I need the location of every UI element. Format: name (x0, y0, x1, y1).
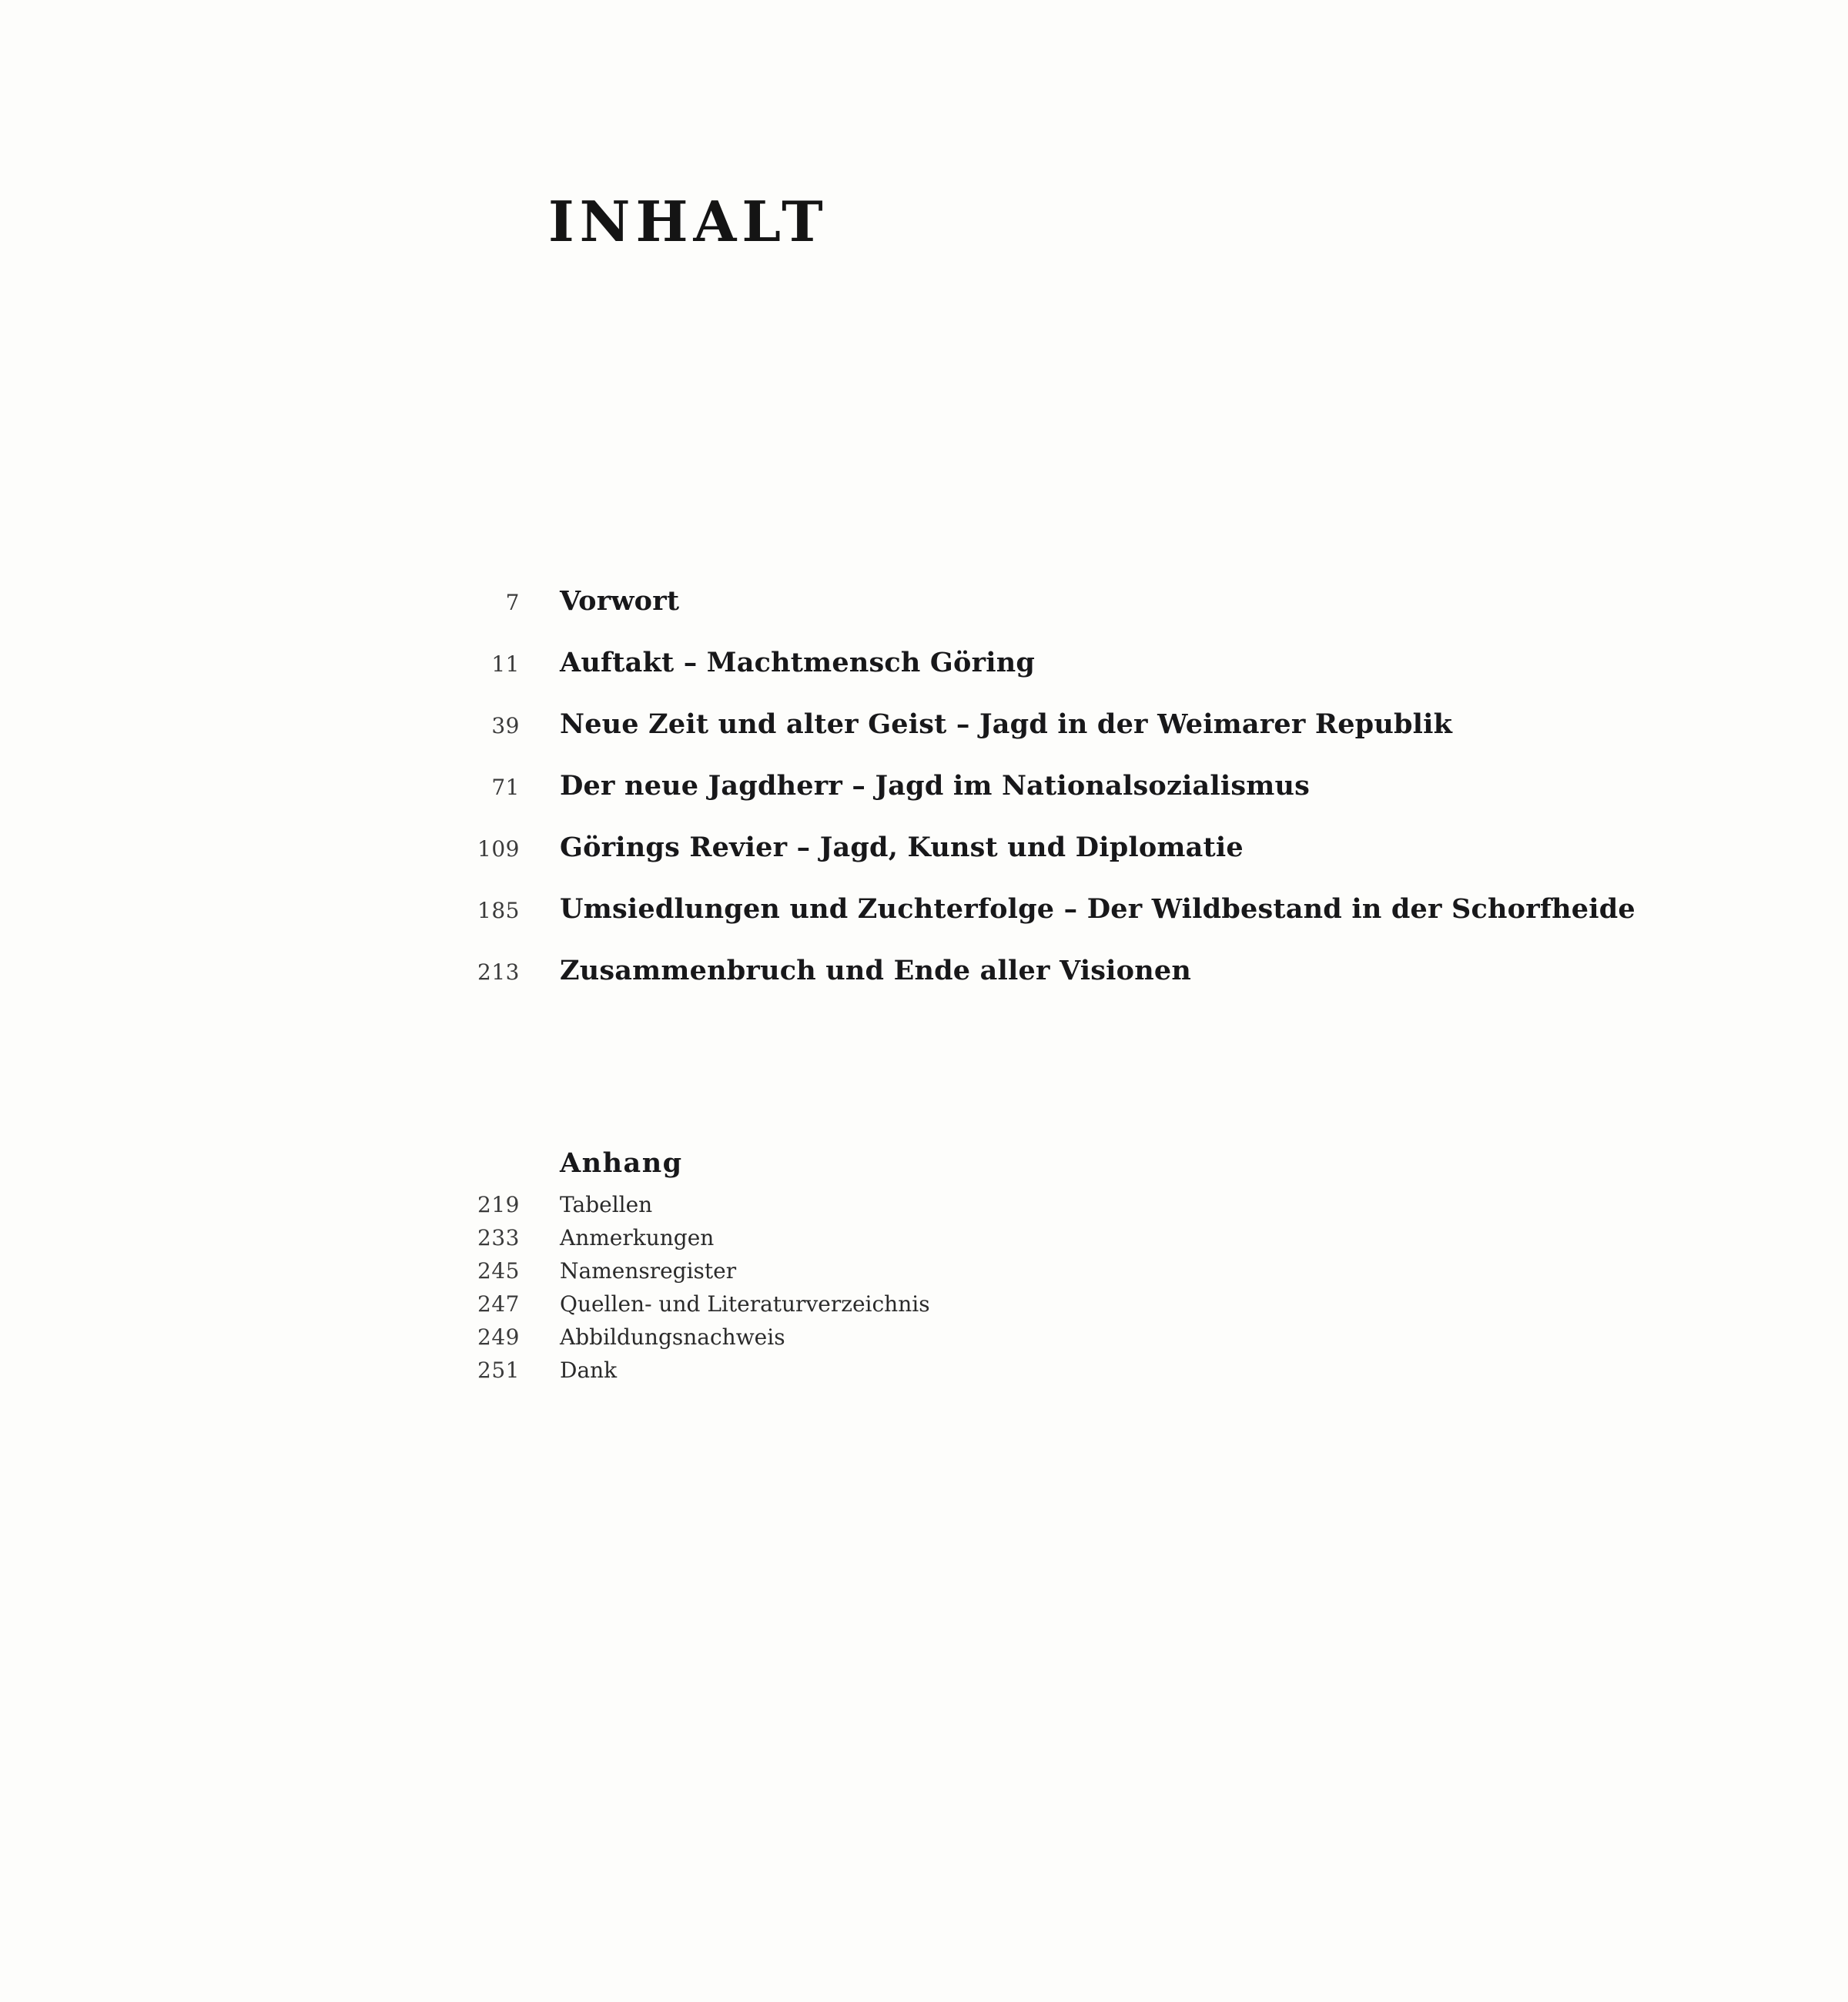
appendix-entry-title: Dank (560, 1358, 618, 1383)
toc-entry[interactable] (431, 893, 1663, 925)
appendix-entry-page-number: 249 (477, 1324, 520, 1350)
toc-entry-page-number: 213 (477, 959, 520, 985)
toc-entry-title: Der neue Jagdherr – Jagd im Nationalsozialismus (560, 770, 1311, 802)
toc-entry-title: Görings Revier – Jagd, Kunst und Diplomatie (560, 832, 1244, 863)
toc-entry[interactable] (431, 647, 1663, 678)
appendix-entry[interactable] (431, 1225, 1663, 1250)
toc-entry[interactable] (431, 832, 1663, 863)
toc-entry-page-number: 109 (477, 836, 520, 862)
appendix-heading: Anhang (560, 1147, 683, 1179)
toc-entry[interactable] (431, 955, 1663, 986)
toc-entry-page-number: 39 (491, 713, 520, 738)
appendix-entry-page-number: 247 (477, 1291, 520, 1317)
appendix-entry-title: Abbildungsnachweis (560, 1324, 785, 1350)
appendix-entry-title: Tabellen (560, 1192, 653, 1217)
toc-entry[interactable] (431, 770, 1663, 802)
toc-entry-title: Umsiedlungen und Zuchterfolge – Der Wildbestand in der Schorfheide (560, 893, 1635, 925)
appendix-section (431, 1147, 1663, 1391)
appendix-entry-title: Quellen- und Literaturverzeichnis (560, 1291, 930, 1317)
toc-entry-page-number: 11 (491, 651, 520, 677)
table-of-contents-list (431, 585, 1663, 1016)
appendix-entry[interactable] (431, 1324, 1663, 1350)
toc-entry[interactable] (431, 585, 1663, 617)
toc-entry-page-number: 7 (505, 590, 520, 615)
toc-entry-title: Zusammenbruch und Ende aller Visionen (560, 955, 1191, 986)
appendix-entry-page-number: 233 (477, 1225, 520, 1250)
page-title: INHALT (548, 189, 829, 254)
appendix-entry[interactable] (431, 1358, 1663, 1383)
appendix-entry[interactable] (431, 1192, 1663, 1217)
toc-entry-title: Auftakt – Machtmensch Göring (560, 647, 1036, 678)
toc-entry-title: Neue Zeit und alter Geist – Jagd in der Weimarer Republik (560, 708, 1453, 740)
appendix-entry-page-number: 245 (477, 1258, 520, 1284)
appendix-entry-title: Anmerkungen (560, 1225, 715, 1250)
toc-entry-title: Vorwort (560, 585, 680, 617)
toc-entry[interactable] (431, 708, 1663, 740)
toc-entry-page-number: 185 (477, 898, 520, 923)
appendix-entry-title: Namensregister (560, 1258, 737, 1284)
toc-entry-page-number: 71 (491, 775, 520, 800)
appendix-entry[interactable] (431, 1258, 1663, 1284)
appendix-entry-page-number: 251 (477, 1358, 520, 1383)
appendix-entry-page-number: 219 (477, 1192, 520, 1217)
appendix-entry[interactable] (431, 1291, 1663, 1317)
